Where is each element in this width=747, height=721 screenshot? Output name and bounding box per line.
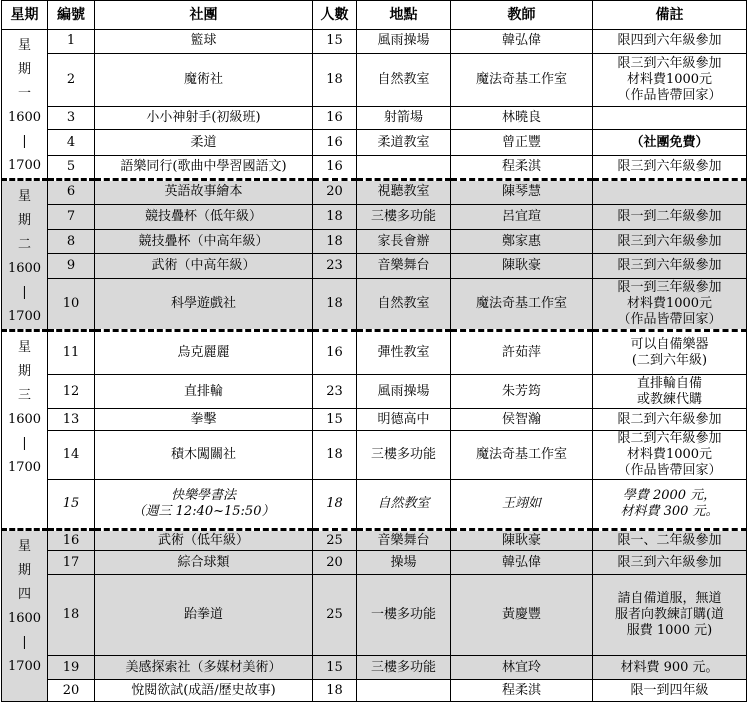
count-cell: 25 (313, 530, 357, 551)
teacher-cell: 魔法奇基工作室 (451, 279, 593, 331)
day-label-line: 四 (17, 587, 31, 602)
header-row (2, 1, 747, 30)
day-cell (2, 530, 48, 702)
day-label-line: 1600 (7, 110, 42, 125)
day-label-line: 一 (17, 86, 31, 101)
number-cell: 4 (48, 130, 95, 156)
place-cell: 柔道教室 (357, 130, 451, 156)
count-cell: 16 (313, 106, 357, 130)
note-cell: 限一到二年級參加 (593, 204, 747, 229)
table-row (2, 530, 747, 551)
day-label-line: 1700 (7, 460, 42, 475)
place-cell: 一樓多功能 (357, 575, 451, 656)
count-cell: 20 (313, 551, 357, 575)
teacher-cell: 程柔淇 (451, 156, 593, 180)
day-cell (2, 331, 48, 530)
place-cell: 視聽教室 (357, 180, 451, 205)
day-label-line: 星 (17, 539, 31, 554)
day-label-line: 星 (17, 340, 31, 355)
table-row (2, 106, 747, 130)
day-label-line: 1600 (7, 261, 42, 276)
number-cell: 3 (48, 106, 95, 130)
teacher-cell: 程柔淇 (451, 680, 593, 702)
note-cell: 限一到四年級 (593, 680, 747, 702)
day-label-line: 1700 (7, 309, 42, 324)
header-number: 編號 (48, 1, 95, 30)
teacher-cell: 侯智瀚 (451, 409, 593, 431)
table-row (2, 130, 747, 156)
number-cell: 15 (48, 480, 95, 530)
teacher-cell: 韓弘偉 (451, 551, 593, 575)
header-count: 人數 (313, 1, 357, 30)
teacher-cell: 魔法奇基工作室 (451, 431, 593, 480)
day-label-line: 二 (17, 237, 31, 252)
table-body (2, 30, 747, 702)
day-label-line: | (22, 635, 27, 650)
count-cell: 15 (313, 409, 357, 431)
place-cell: 三樓多功能 (357, 656, 451, 680)
club-cell: 直排輪 (95, 375, 313, 409)
table-row (2, 551, 747, 575)
header-day: 星期 (2, 1, 48, 30)
note-cell (593, 106, 747, 130)
count-cell: 25 (313, 575, 357, 656)
note-cell: 直排輪自備 或教練代購 (593, 375, 747, 409)
day-label-line: 1600 (7, 412, 42, 427)
table-row (2, 656, 747, 680)
place-cell: 風雨操場 (357, 375, 451, 409)
place-cell: 風雨操場 (357, 30, 451, 54)
count-cell: 18 (313, 480, 357, 530)
club-cell: 綜合球類 (95, 551, 313, 575)
day-label-line: 三 (17, 388, 31, 403)
table-row (2, 279, 747, 331)
header-place: 地點 (357, 1, 451, 30)
place-cell: 三樓多功能 (357, 204, 451, 229)
table-row (2, 180, 747, 205)
number-cell: 18 (48, 575, 95, 656)
count-cell: 23 (313, 254, 357, 279)
count-cell: 18 (313, 204, 357, 229)
place-cell: 操場 (357, 551, 451, 575)
teacher-cell: 許茹萍 (451, 331, 593, 375)
day-label-line: | (22, 285, 27, 300)
club-cell: 武術（中高年級） (95, 254, 313, 279)
teacher-cell: 林曉良 (451, 106, 593, 130)
count-cell: 15 (313, 30, 357, 54)
table-row (2, 53, 747, 106)
day-label-line: 1700 (7, 158, 42, 173)
club-cell: 競技疊杯（中高年級） (95, 229, 313, 254)
count-cell: 18 (313, 431, 357, 480)
count-cell: 15 (313, 656, 357, 680)
table-row (2, 575, 747, 656)
note-cell: 限二到六年級參加 材料費1000元 （作品皆帶回家） (593, 431, 747, 480)
table-row (2, 431, 747, 480)
club-cell: 拳擊 (95, 409, 313, 431)
note-cell: 限三到六年級參加 (593, 254, 747, 279)
day-label-line: | (22, 436, 27, 451)
club-cell: 悅閱欲試(成語/歷史故事) (95, 680, 313, 702)
count-cell: 18 (313, 229, 357, 254)
club-cell: 小小神射手(初級班) (95, 106, 313, 130)
teacher-cell: 魔法奇基工作室 (451, 53, 593, 106)
count-cell: 18 (313, 53, 357, 106)
club-cell: 魔術社 (95, 53, 313, 106)
count-cell: 23 (313, 375, 357, 409)
club-cell: 柔道 (95, 130, 313, 156)
place-cell: 自然教室 (357, 480, 451, 530)
note-cell (593, 180, 747, 205)
header-teacher: 教師 (451, 1, 593, 30)
place-cell: 明德高中 (357, 409, 451, 431)
number-cell: 9 (48, 254, 95, 279)
teacher-cell: 王翊如 (451, 480, 593, 530)
header-note: 備註 (593, 1, 747, 30)
teacher-cell: 呂宜瑄 (451, 204, 593, 229)
day-label-line: 期 (17, 62, 31, 77)
place-cell: 音樂舞台 (357, 530, 451, 551)
teacher-cell: 陳琴慧 (451, 180, 593, 205)
number-cell: 17 (48, 551, 95, 575)
note-cell: 可以自備樂器 (二到六年級) (593, 331, 747, 375)
day-label-line: 期 (17, 563, 31, 578)
club-cell: 積木闖關社 (95, 431, 313, 480)
note-cell: （社團免費） (593, 130, 747, 156)
teacher-cell: 陳耿豪 (451, 530, 593, 551)
club-cell: 美感探索社（多媒材美術） (95, 656, 313, 680)
number-cell: 13 (48, 409, 95, 431)
table-row (2, 30, 747, 54)
count-cell: 20 (313, 180, 357, 205)
table-row (2, 204, 747, 229)
day-cell (2, 30, 48, 180)
count-cell: 18 (313, 279, 357, 331)
club-cell: 科學遊戲社 (95, 279, 313, 331)
header-club: 社團 (95, 1, 313, 30)
note-cell: 限三到六年級參加 (593, 156, 747, 180)
note-cell: 限三到六年級參加 (593, 551, 747, 575)
note-cell: 限三到六年級參加 材料費1000元 （作品皆帶回家） (593, 53, 747, 106)
day-label-line: 星 (17, 38, 31, 53)
number-cell: 16 (48, 530, 95, 551)
place-cell: 三樓多功能 (357, 431, 451, 480)
club-cell: 語樂同行(歌曲中學習國語文) (95, 156, 313, 180)
day-label-line: 1600 (7, 611, 42, 626)
table-row (2, 680, 747, 702)
number-cell: 11 (48, 331, 95, 375)
club-cell: 武術（低年級） (95, 530, 313, 551)
number-cell: 14 (48, 431, 95, 480)
number-cell: 8 (48, 229, 95, 254)
note-cell: 限一、二年級參加 (593, 530, 747, 551)
note-cell: 限三到六年級參加 (593, 229, 747, 254)
club-schedule-table (1, 0, 747, 702)
place-cell: 彈性教室 (357, 331, 451, 375)
place-cell: 射箭場 (357, 106, 451, 130)
teacher-cell: 陳耿豪 (451, 254, 593, 279)
teacher-cell: 黃慶豐 (451, 575, 593, 656)
number-cell: 6 (48, 180, 95, 205)
club-cell: 英語故事繪本 (95, 180, 313, 205)
teacher-cell: 曾正豐 (451, 130, 593, 156)
table-row (2, 375, 747, 409)
table-row (2, 480, 747, 530)
place-cell (357, 156, 451, 180)
note-cell: 限二到六年級參加 (593, 409, 747, 431)
count-cell: 16 (313, 130, 357, 156)
number-cell: 1 (48, 30, 95, 54)
club-cell: 籃球 (95, 30, 313, 54)
day-label-line: 期 (17, 213, 31, 228)
teacher-cell: 朱芳筠 (451, 375, 593, 409)
count-cell: 16 (313, 156, 357, 180)
day-label-line: 1700 (7, 659, 42, 674)
number-cell: 19 (48, 656, 95, 680)
table-row (2, 156, 747, 180)
note-cell: 限一到三年級參加 材料費1000元 （作品皆帶回家） (593, 279, 747, 331)
place-cell (357, 680, 451, 702)
day-label-line: | (22, 134, 27, 149)
count-cell: 18 (313, 680, 357, 702)
teacher-cell: 鄭家惠 (451, 229, 593, 254)
club-cell: 烏克麗麗 (95, 331, 313, 375)
table-row (2, 409, 747, 431)
count-cell: 16 (313, 331, 357, 375)
club-cell: 快樂學書法 （週三 12:40~15:50） (95, 480, 313, 530)
note-cell: 學費 2000 元， 材料費 300 元。 (593, 480, 747, 530)
number-cell: 20 (48, 680, 95, 702)
table-row (2, 331, 747, 375)
teacher-cell: 林宜玲 (451, 656, 593, 680)
place-cell: 自然教室 (357, 279, 451, 331)
place-cell: 音樂舞台 (357, 254, 451, 279)
note-cell: 材料費 900 元。 (593, 656, 747, 680)
club-cell: 競技疊杯（低年級） (95, 204, 313, 229)
day-cell (2, 180, 48, 331)
number-cell: 10 (48, 279, 95, 331)
number-cell: 7 (48, 204, 95, 229)
table-row (2, 229, 747, 254)
number-cell: 2 (48, 53, 95, 106)
table-row (2, 254, 747, 279)
club-cell: 跆拳道 (95, 575, 313, 656)
place-cell: 家長會辦 (357, 229, 451, 254)
day-label-line: 星 (17, 189, 31, 204)
number-cell: 5 (48, 156, 95, 180)
note-cell: 限四到六年級參加 (593, 30, 747, 54)
place-cell: 自然教室 (357, 53, 451, 106)
day-label-line: 期 (17, 364, 31, 379)
note-cell: 請自備道服，無道 服者向教練訂購(道 服費 1000 元) (593, 575, 747, 656)
number-cell: 12 (48, 375, 95, 409)
teacher-cell: 韓弘偉 (451, 30, 593, 54)
